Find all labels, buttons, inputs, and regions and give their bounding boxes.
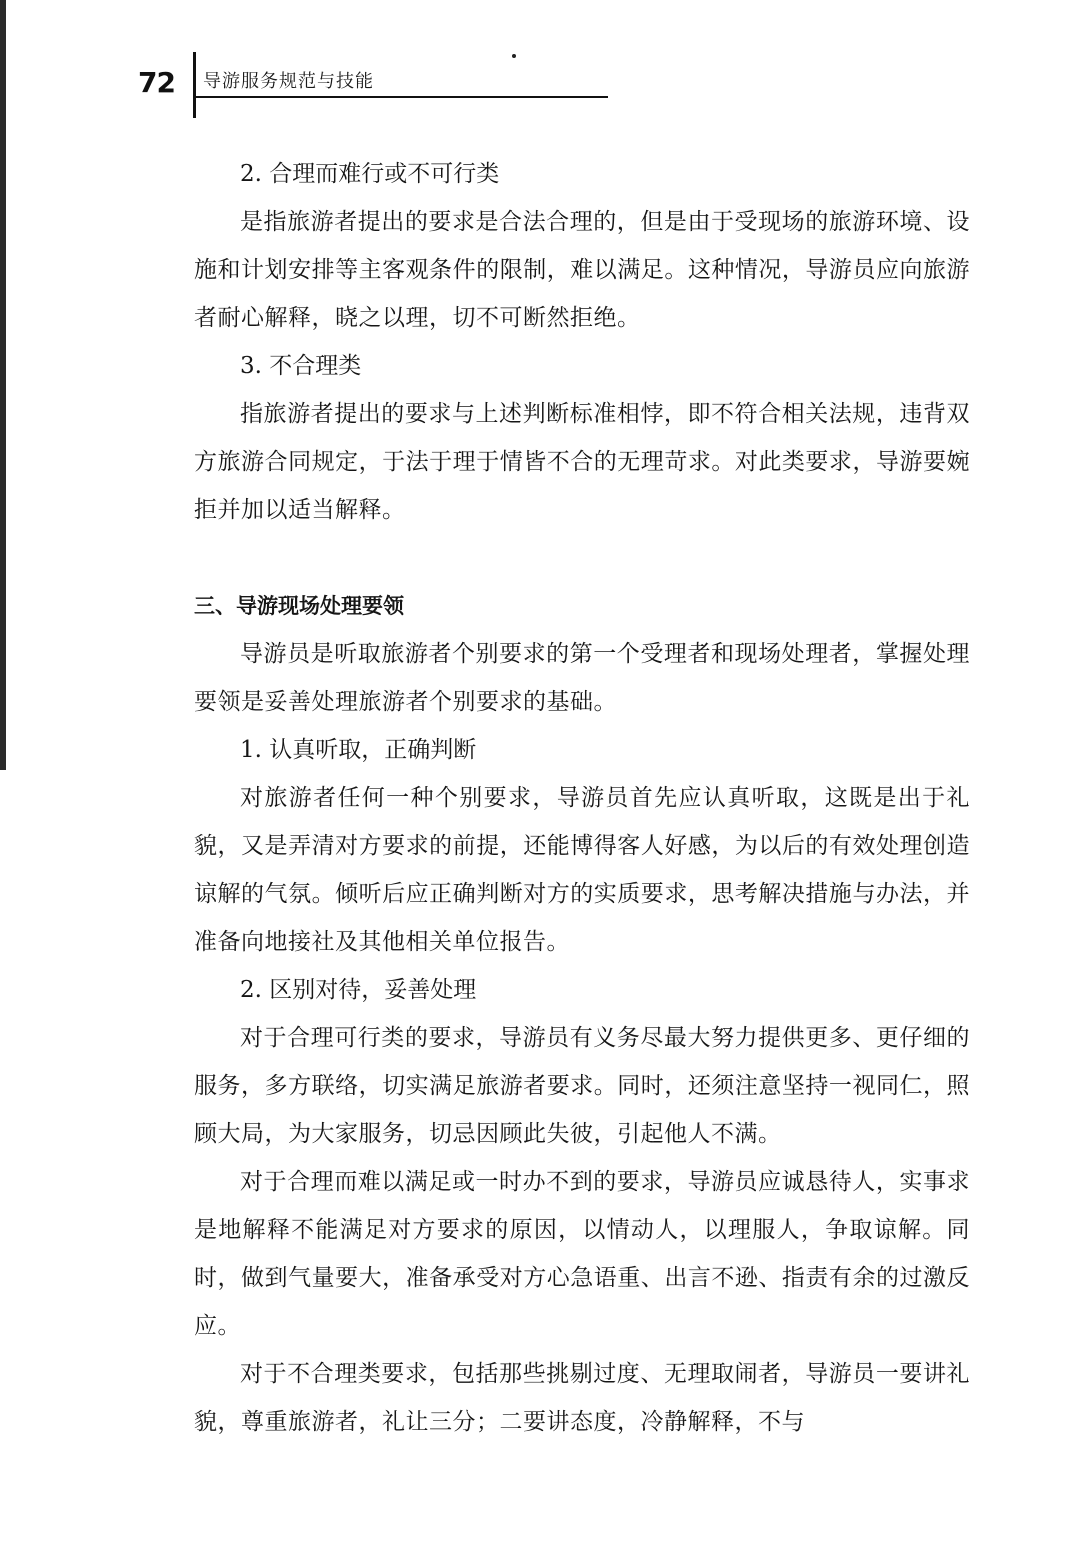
running-header-title: 导游服务规范与技能: [203, 71, 374, 92]
header-dot: [512, 54, 516, 58]
item2-heading: 2. 合理而难行或不可行类: [240, 161, 500, 187]
page-edge-shadow: [0, 0, 6, 770]
section3-intro-paragraph: 导游员是听取旅游者个别要求的第一个受理者和现场处理者，掌握处理要领是妥善处理旅游者个别要求的基础。: [194, 641, 970, 715]
page-number: 72: [138, 66, 175, 99]
point1-paragraph: 对旅游者任何一种个别要求，导游员首先应认真听取，这既是出于礼貌，又是弄清对方要求的前提，还能博得客人好感，为以后的有效处理创造谅解的气氛。倾听后应正确判断对方的实质要求，思考解决措施与办法，并准备向地接社及其他相关单位报告。: [194, 785, 970, 955]
item3-paragraph: 指旅游者提出的要求与上述判断标准相悖，即不符合相关法规，违背双方旅游合同规定，于法于理于情皆不合的无理苛求。对此类要求，导游要婉拒并加以适当解释。: [194, 401, 970, 523]
point2-paragraph-1: 对于合理可行类的要求，导游员有义务尽最大努力提供更多、更仔细的服务，多方联络，切实满足旅游者要求。同时，还须注意坚持一视同仁，照顾大局，为大家服务，切忌因顾此失彼，引起他人不满。: [194, 1025, 970, 1147]
item2-paragraph: 是指旅游者提出的要求是合法合理的，但是由于受现场的旅游环境、设施和计划安排等主客观条件的限制，难以满足。这种情况，导游员应向旅游者耐心解释，晓之以理，切不可断然拒绝。: [194, 209, 970, 331]
header-vertical-bar: [193, 52, 196, 118]
header-rule: [196, 96, 608, 98]
point1-heading: 1. 认真听取，正确判断: [240, 737, 477, 763]
section3-title: 三、导游现场处理要领: [194, 594, 404, 618]
point2-paragraph-3: 对于不合理类要求，包括那些挑剔过度、无理取闹者，导游员一要讲礼貌，尊重旅游者，礼让三分；二要讲态度，冷静解释，不与: [194, 1361, 970, 1435]
point2-heading: 2. 区别对待，妥善处理: [240, 977, 477, 1003]
point2-paragraph-2: 对于合理而难以满足或一时办不到的要求，导游员应诚恳待人，实事求是地解释不能满足对方要求的原因，以情动人，以理服人，争取谅解。同时，做到气量要大，准备承受对方心急语重、出言不逊、指责有余的过激反应。: [194, 1169, 970, 1339]
page-body: [194, 150, 970, 1446]
item3-heading: 3. 不合理类: [240, 353, 362, 379]
